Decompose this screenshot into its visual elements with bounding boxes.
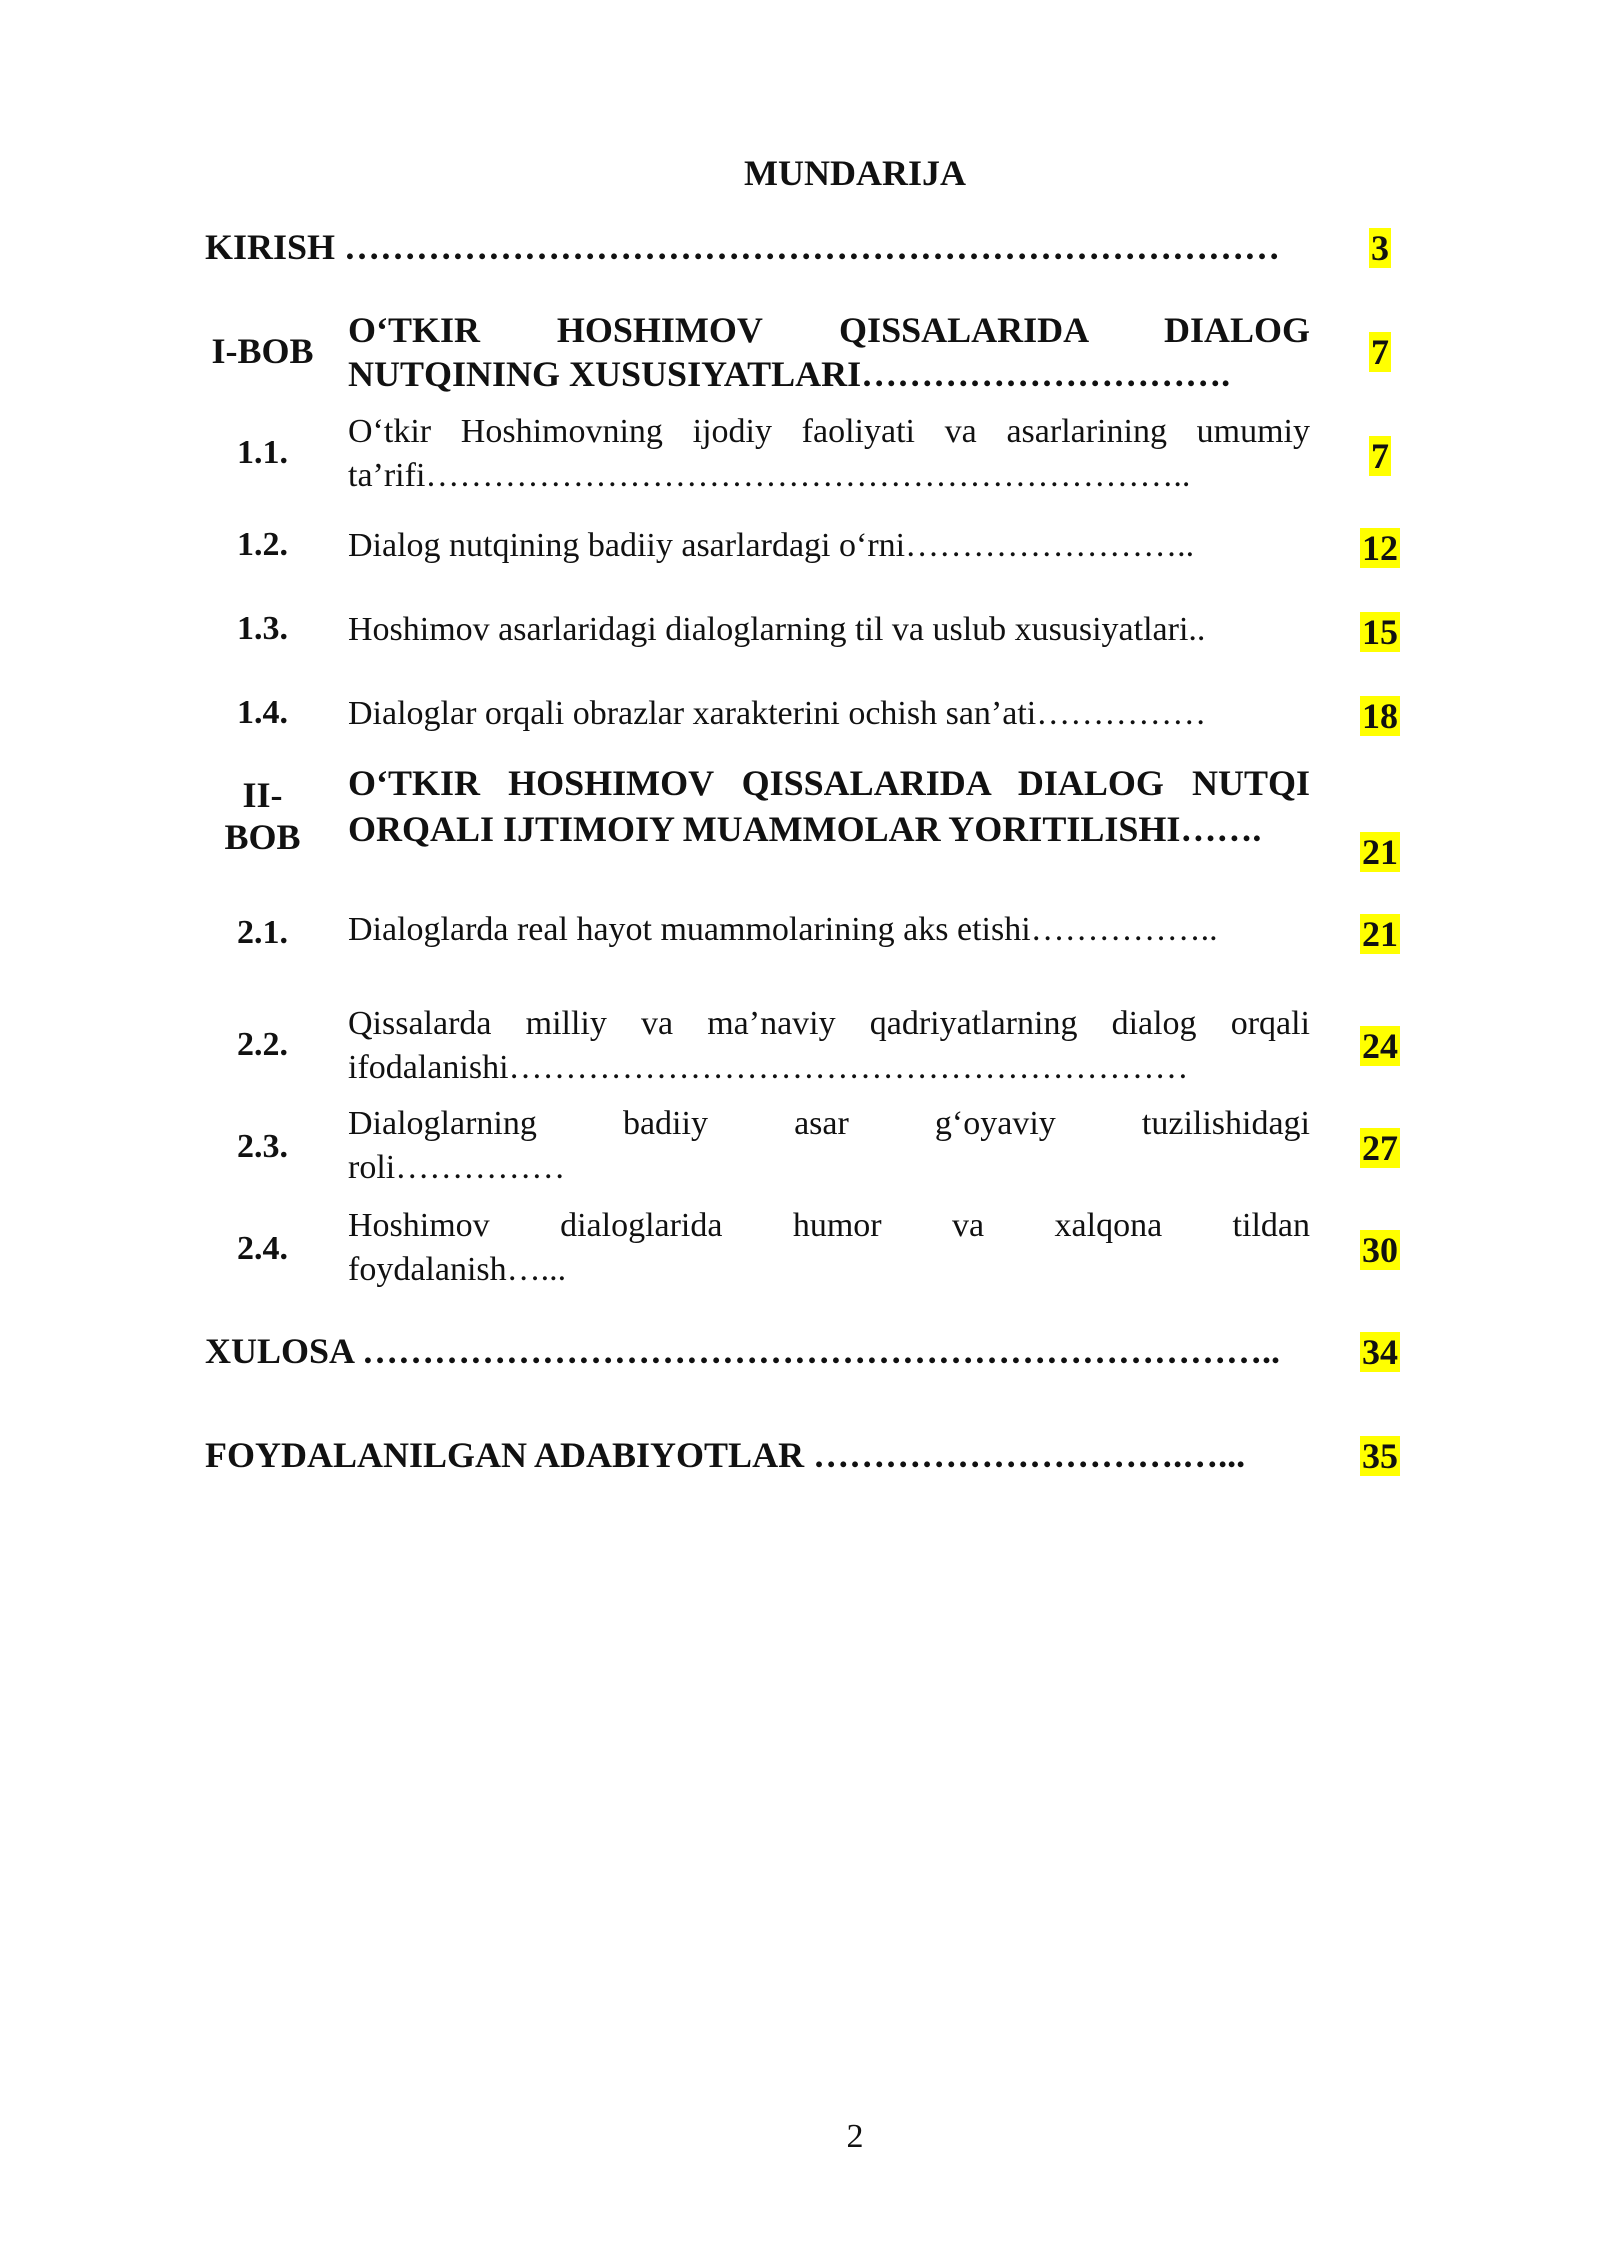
section-1-4-number: 1.4. bbox=[237, 694, 288, 731]
chapter2-title-line2: ORQALI IJTIMOIY MUAMMOLAR YORITILISHI……. bbox=[348, 809, 1262, 849]
toc-references: FOYDALANILGAN ADABIYOTLAR ………………………….…... bbox=[205, 1435, 1246, 1475]
toc-intro: KIRISH …………………………………………………………………… bbox=[205, 227, 1281, 267]
chapter2-page: 21 bbox=[1362, 832, 1398, 872]
section-1-3-title: Hoshimov asarlaridagi dialoglarning til va uslub xususiyatlari.. bbox=[348, 611, 1206, 648]
section-1-4-page: 18 bbox=[1362, 696, 1398, 736]
toc-references-page: 35 bbox=[1362, 1436, 1398, 1476]
section-2-4-line2: foydalanish…... bbox=[348, 1251, 567, 1288]
section-1-2-page: 12 bbox=[1362, 528, 1398, 568]
chapter2-title-line1: O‘TKIR HOSHIMOV QISSALARIDA DIALOG NUTQI bbox=[348, 763, 1310, 803]
chapter2-number-line2: BOB bbox=[224, 817, 301, 857]
section-1-1-line1: O‘tkir Hoshimovning ijodiy faoliyati va asarlarining umumiy bbox=[348, 413, 1310, 450]
section-1-1-page: 7 bbox=[1371, 436, 1389, 476]
section-2-2-page: 24 bbox=[1362, 1026, 1398, 1066]
section-2-2-line2: ifodalanishi…………………………………………………… bbox=[348, 1049, 1189, 1086]
chapter2-number-line1: II- bbox=[242, 775, 283, 815]
toc-conclusion-page: 34 bbox=[1362, 1332, 1398, 1372]
chapter1-title-line1: O‘TKIR HOSHIMOV QISSALARIDA DIALOG bbox=[348, 310, 1310, 350]
document-title: MUNDARIJA bbox=[744, 153, 966, 193]
section-1-4-title: Dialoglar orqali obrazlar xarakterini ochish san’ati…………… bbox=[348, 695, 1207, 732]
section-2-1-page: 21 bbox=[1362, 914, 1398, 954]
section-2-4-page: 30 bbox=[1362, 1230, 1398, 1270]
section-2-4-number: 2.4. bbox=[237, 1230, 288, 1267]
chapter1-title-line2: NUTQINING XUSUSIYATLARI…………………………. bbox=[348, 354, 1231, 394]
section-2-1-title: Dialoglarda real hayot muammolarining aks etishi…………….. bbox=[348, 911, 1218, 948]
section-1-3-number: 1.3. bbox=[237, 610, 288, 647]
section-1-1-number: 1.1. bbox=[237, 434, 288, 471]
section-2-1-number: 2.1. bbox=[237, 914, 288, 951]
section-1-3-page: 15 bbox=[1362, 612, 1398, 652]
page-number: 2 bbox=[846, 2118, 864, 2155]
toc-conclusion: XULOSA ………………………………………………………………….. bbox=[205, 1331, 1281, 1371]
section-1-2-title: Dialog nutqining badiiy asarlardagi o‘rni…………………….. bbox=[348, 527, 1195, 564]
section-1-1-line2: ta’rifi………………………………………………………….. bbox=[348, 457, 1191, 494]
section-2-3-number: 2.3. bbox=[237, 1128, 288, 1165]
section-2-2-line1: Qissalarda milliy va ma’naviy qadriyatlarning dialog orqali bbox=[348, 1005, 1310, 1042]
section-2-3-line1: Dialoglarning badiiy asar g‘oyaviy tuzilishidagi bbox=[348, 1105, 1310, 1142]
chapter1-number: I-BOB bbox=[211, 331, 314, 371]
toc-intro-page: 3 bbox=[1371, 228, 1389, 268]
section-2-3-page: 27 bbox=[1362, 1128, 1398, 1168]
section-1-2-number: 1.2. bbox=[237, 526, 288, 563]
chapter1-page: 7 bbox=[1371, 332, 1389, 372]
section-2-2-number: 2.2. bbox=[237, 1026, 288, 1063]
section-2-3-line2: roli…………… bbox=[348, 1149, 566, 1186]
section-2-4-line1: Hoshimov dialoglarida humor va xalqona tildan bbox=[348, 1207, 1310, 1244]
